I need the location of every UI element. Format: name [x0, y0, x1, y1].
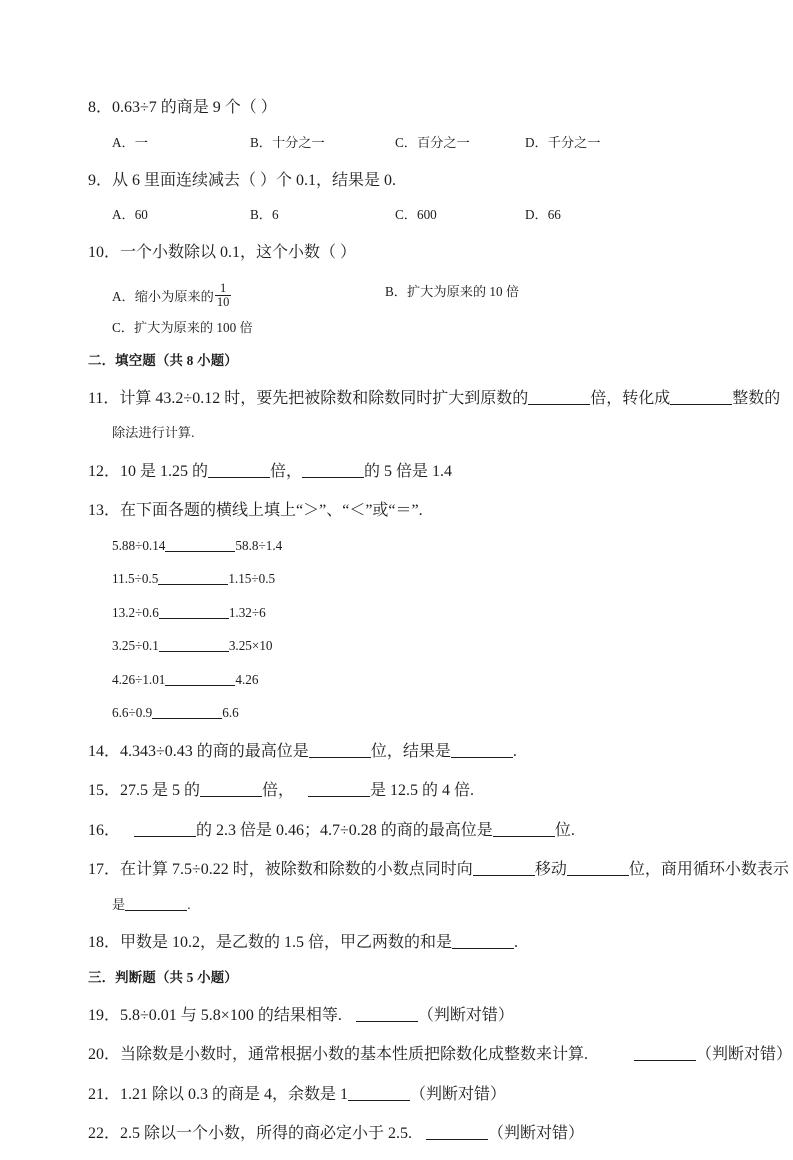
- question-13: [88, 497, 708, 520]
- question-15-blank-2[interactable]: [308, 796, 370, 797]
- question-11: [88, 385, 781, 408]
- question-22-stem-part2: （判断对错）: [488, 1125, 585, 1142]
- question-13-item-3-left: 13.2÷0.6: [112, 604, 159, 620]
- question-10-number: 10．: [88, 244, 121, 261]
- question-16-number: 16．: [88, 821, 121, 839]
- question-13-item-6: [112, 704, 708, 721]
- question-17-stem-part1: 在计算 7.5÷0.22 时，被除数和除数的小数点同时向: [120, 861, 473, 878]
- question-21-stem-part1: 1.21 除以 0.3 的商是 4，余数是 1: [120, 1085, 349, 1103]
- question-13-item-4: [112, 637, 708, 654]
- question-20: [88, 1041, 793, 1064]
- question-16: [88, 817, 708, 840]
- question-14-blank-2[interactable]: [451, 757, 513, 758]
- question-13-item-2: [112, 570, 708, 587]
- question-13-item-3-blank[interactable]: [159, 618, 229, 619]
- question-13-item-2-blank[interactable]: [158, 584, 228, 585]
- question-17-line2: [112, 896, 708, 913]
- question-11-blank-1[interactable]: [528, 404, 590, 405]
- question-17-blank-3[interactable]: [125, 910, 187, 911]
- question-8-option-d[interactable]: D．千分之一: [525, 134, 601, 150]
- question-11-line2: 除法进行计算.: [112, 425, 195, 440]
- question-17: [88, 856, 789, 879]
- question-12-stem-part2: 倍，: [270, 462, 303, 480]
- question-14-number: 14．: [88, 742, 121, 760]
- question-14-stem-part2: 位，结果是: [370, 742, 451, 760]
- section-heading-fill-in-blank: 二．填空题（共 8 小题）: [88, 352, 238, 368]
- question-8: [88, 94, 708, 117]
- question-8-option-b[interactable]: B．十分之一: [250, 134, 325, 150]
- question-16-blank-2[interactable]: [493, 836, 555, 837]
- question-14-stem-part3: .: [512, 742, 517, 760]
- question-16-blank-1[interactable]: [134, 836, 196, 837]
- question-12-stem-part3: 的 5 倍是 1.4: [364, 462, 453, 480]
- question-13-item-4-right: 3.25×10: [228, 638, 273, 653]
- question-12-stem-part1: 10 是 1.25 的: [120, 462, 209, 480]
- question-13-item-6-left: 6.6÷0.9: [112, 705, 153, 720]
- question-10-option-a-text: A．缩小为原来的: [112, 288, 214, 304]
- question-8-number: 8．: [88, 99, 113, 116]
- question-18-number: 18．: [88, 934, 121, 951]
- question-16-stem-part2: 的 2.3 倍是 0.46；4.7÷0.28 的商的最高位是: [196, 821, 493, 839]
- question-13-item-1-right: 58.8÷1.4: [235, 537, 283, 553]
- question-16-stem-part3: 位.: [554, 821, 575, 839]
- question-13-stem: 在下面各题的横线上填上“＞”、“＜”或“＝”.: [120, 502, 423, 519]
- question-13-item-5-left: 4.26÷1.01: [112, 671, 166, 687]
- question-15-stem-part3: 是 12.5 的 4 倍.: [370, 782, 475, 799]
- question-13-item-6-blank[interactable]: [152, 718, 222, 719]
- question-21: [88, 1081, 708, 1104]
- question-13-number: 13．: [88, 502, 121, 519]
- fraction-one-tenth: [215, 282, 232, 310]
- question-10-option-a[interactable]: [112, 280, 232, 311]
- question-13-item-5-right: 4.26: [235, 671, 259, 687]
- question-14-stem-part1: 4.343÷0.43 的商的最高位是: [120, 742, 309, 760]
- question-10-options-row1: [88, 279, 708, 307]
- question-9-number: 9．: [88, 171, 113, 189]
- question-19-stem-part1: 5.8÷0.01 与 5.8×100 的结果相等.: [120, 1006, 342, 1024]
- question-20-number: 20．: [88, 1046, 121, 1063]
- question-10-stem: 一个小数除以 0.1，这个小数（ ）: [120, 244, 357, 261]
- question-17-blank-2[interactable]: [567, 875, 629, 876]
- question-13-item-5-blank[interactable]: [165, 685, 235, 686]
- question-13-item-2-right: 1.15÷0.5: [228, 571, 276, 586]
- question-19-number: 19．: [88, 1006, 121, 1024]
- question-19-blank[interactable]: [356, 1021, 418, 1022]
- worksheet-content: [88, 94, 793, 1160]
- question-14-blank-1[interactable]: [309, 757, 371, 758]
- question-13-item-1-blank[interactable]: [165, 551, 235, 552]
- question-9-stem: 从 6 里面连续减去（ ）个 0.1，结果是 0.: [112, 171, 397, 189]
- question-22-stem-part1: 2.5 除以一个小数，所得的商必定小于 2.5.: [120, 1125, 413, 1142]
- question-17-stem-part3: 位，商用循环小数表示: [628, 861, 789, 878]
- question-9: [88, 167, 708, 190]
- question-11-stem-part1: 计算 43.2÷0.12 时，要先把被除数和除数同时扩大到原数的: [119, 389, 529, 407]
- question-15-stem-part1: 27.5 是 5 的: [120, 782, 201, 799]
- question-10-option-c[interactable]: C．扩大为原来的 100 倍: [112, 319, 253, 335]
- question-19-stem-part2: （判断对错）: [417, 1006, 514, 1024]
- question-9-option-b[interactable]: B．6: [250, 207, 279, 222]
- question-11-number: 11．: [88, 389, 120, 407]
- question-17-line2-part2: .: [187, 896, 191, 912]
- question-12-number: 12．: [88, 462, 121, 480]
- question-9-options: [88, 206, 708, 223]
- question-17-blank-1[interactable]: [473, 875, 535, 876]
- question-13-item-1-left: 5.88÷0.14: [112, 537, 166, 553]
- question-13-item-1: [112, 537, 708, 554]
- question-21-number: 21．: [88, 1085, 121, 1103]
- question-9-option-d[interactable]: D．66: [525, 207, 561, 222]
- question-22-number: 22．: [88, 1125, 121, 1142]
- question-13-item-3-right: 1.32÷6: [228, 604, 266, 620]
- question-17-number: 17．: [88, 861, 121, 878]
- question-8-options: [88, 134, 708, 151]
- question-15-stem-part2: 倍，: [262, 782, 295, 799]
- question-18-stem-part2: .: [514, 934, 519, 951]
- question-15-number: 15．: [88, 782, 121, 799]
- question-12: [88, 458, 708, 481]
- question-13-item-4-blank[interactable]: [159, 651, 229, 652]
- question-18-blank-1[interactable]: [452, 948, 514, 949]
- question-8-option-a[interactable]: A．一: [112, 134, 148, 150]
- question-22: [88, 1120, 708, 1143]
- question-19: [88, 1002, 708, 1025]
- question-20-blank[interactable]: [634, 1060, 696, 1061]
- question-18: [88, 929, 708, 952]
- question-17-stem-part2: 移动: [534, 861, 567, 878]
- question-12-blank-2[interactable]: [302, 477, 364, 478]
- question-20-stem-part1: 当除数是小数时，通常根据小数的基本性质把除数化成整数来计算.: [120, 1046, 589, 1063]
- question-8-stem: 0.63÷7 的商是 9 个（ ）: [112, 99, 277, 116]
- question-13-item-4-left: 3.25÷0.1: [112, 638, 159, 653]
- question-8-option-c[interactable]: C．百分之一: [395, 134, 470, 150]
- question-10-option-b[interactable]: B．扩大为原来的 10 倍: [385, 283, 520, 299]
- question-15-blank-1[interactable]: [200, 796, 262, 797]
- question-22-blank[interactable]: [426, 1139, 488, 1140]
- fraction-numerator: 1: [219, 280, 227, 295]
- question-11-blank-2[interactable]: [670, 404, 732, 405]
- question-20-stem-part2: （判断对错）: [696, 1046, 793, 1063]
- question-13-item-2-left: 11.5÷0.5: [112, 571, 159, 586]
- question-9-option-c[interactable]: C．600: [395, 207, 437, 222]
- question-13-item-3: [112, 604, 708, 621]
- question-10: [88, 239, 708, 262]
- question-13-item-5: [112, 671, 708, 688]
- question-11-stem-part2: 倍，转化成: [590, 389, 671, 407]
- question-21-blank[interactable]: [348, 1100, 410, 1101]
- question-13-item-6-right: 6.6: [222, 705, 239, 720]
- question-17-line2-part1: 是: [112, 896, 126, 912]
- question-12-blank-1[interactable]: [208, 477, 270, 478]
- question-14: [88, 738, 708, 761]
- fraction-denominator: 10: [216, 294, 230, 309]
- question-10-options-row2: [88, 319, 708, 336]
- question-9-option-a[interactable]: A．60: [112, 207, 148, 222]
- section-heading-true-false: 三．判断题（共 5 小题）: [88, 969, 238, 985]
- question-18-stem-part1: 甲数是 10.2，是乙数的 1.5 倍，甲乙两数的和是: [120, 934, 453, 951]
- question-11-stem-part3: 整数的: [732, 389, 781, 407]
- question-15: [88, 777, 708, 800]
- question-21-stem-part2: （判断对错）: [410, 1085, 507, 1103]
